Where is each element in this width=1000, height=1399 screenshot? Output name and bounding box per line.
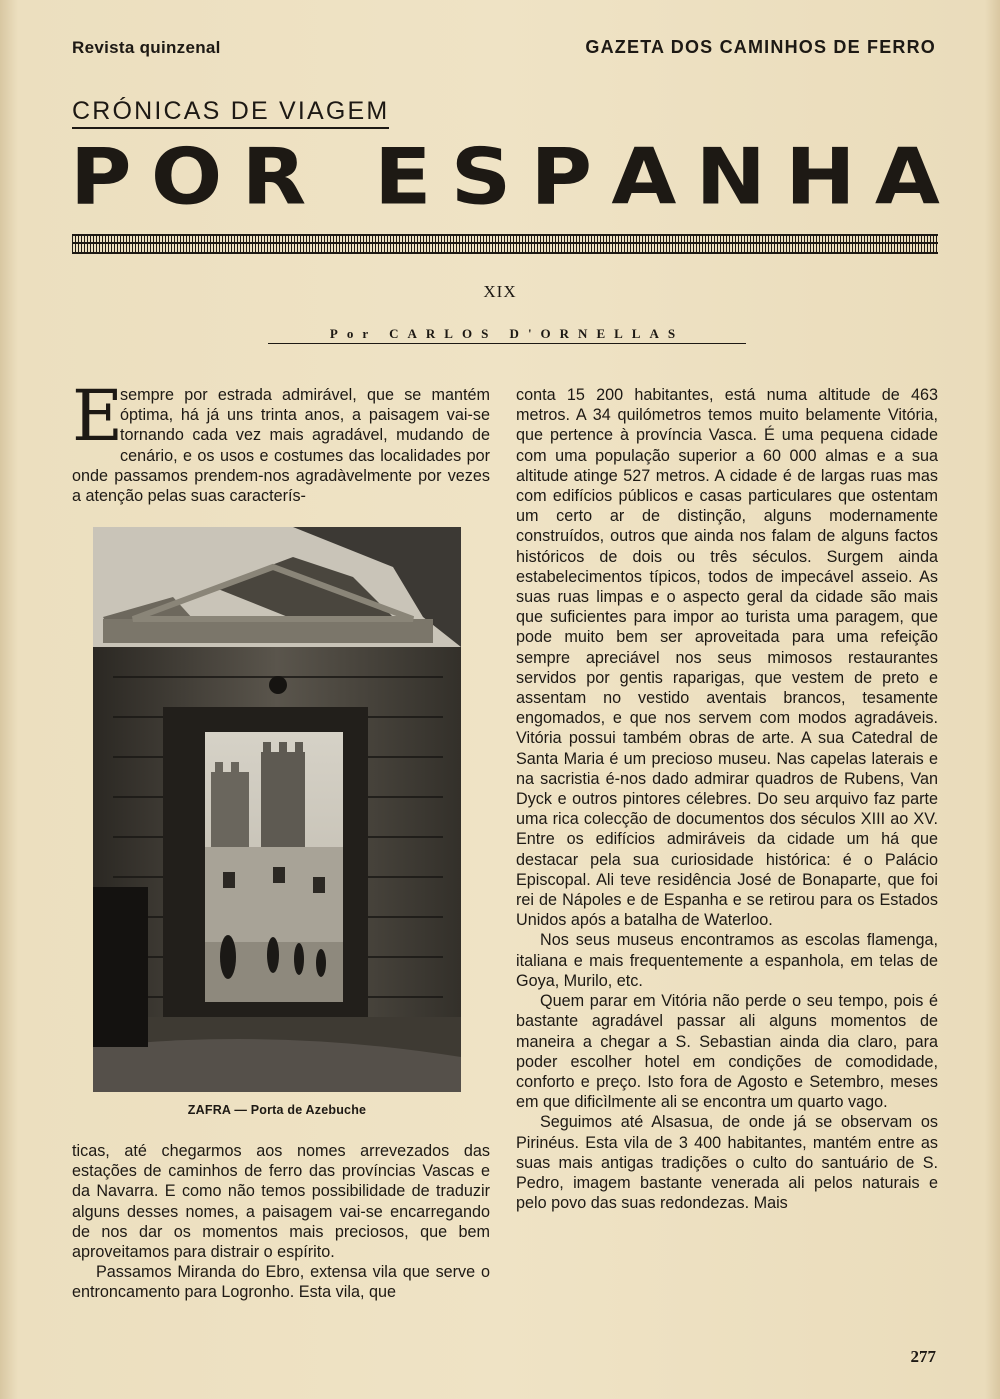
title-letter: R (241, 131, 307, 223)
title-letter (326, 136, 355, 219)
left-paragraph-2: Passamos Miranda do Ebro, extensa vila que serve o entroncamento para Logronho. Esta vila, que (72, 1263, 490, 1302)
title-letter: S (450, 131, 512, 223)
right-paragraph-4: Seguimos até Alsasua, de onde já se observam os Pirinéus. Esta vila de 3 400 habitantes, mantém entre as suas mais antigas tradições o culto do santuário de S. Pedro, imagem bastante venerada ali pelos naturais e pelo povo das suas redondezas. Mais (516, 1113, 938, 1213)
header-magazine-title: GAZETA DOS CAMINHOS DE FERRO (585, 37, 936, 57)
right-column (516, 385, 938, 1213)
page-number: 277 (910, 1347, 936, 1366)
intro-paragraph: sempre por estrada admirável, que se mantém óptima, há já uns trinta anos, a paisagem vai-se tornando cada vez mais agradável, mudando de cenário, e os usos e costumes das localidades por onde passamos prendem-nos agradàvelmente por vezes a atenção pelas suas caracterís- (72, 386, 490, 506)
title-letter: O (150, 131, 223, 223)
left-column-bottom (72, 1141, 490, 1303)
photo-caption: ZAFRA — Porta de Azebuche (187, 1103, 367, 1117)
continuation-paragraph: ticas, até chegarmos aos nomes arrevezados das estações de caminhos de ferro das províncias Vascas e da Navarra. E como não temos possibilidade de traduzir alguns desses nomes, a paisagem vai-se encarregando de nos dar os momentos mais preciosos, que bem aproveitamos para distrair o espírito. (72, 1142, 490, 1262)
section-kicker: CRÓNICAS DE VIAGEM (72, 96, 389, 129)
title-letter: N (695, 131, 766, 223)
title-letter: A (611, 131, 677, 223)
chapter-number: XIX (483, 282, 517, 301)
title-letter: H (785, 131, 856, 223)
decorative-rule (72, 234, 938, 254)
right-paragraph-2: Nos seus museus encontramos as escolas flamenga, italiana e mais frequentemente a espanhola, em telas de Goya, Murilo, etc. (516, 931, 938, 990)
title-letter: E (374, 131, 432, 223)
right-paragraph-1: conta 15 200 habitantes, está numa altitude de 463 metros. A 34 quilómetros temos muito belamente Vitória, que pertence à província Vasca. É uma pequena cidade com uma população superior a 60 000 almas e a sua altitude atinge 527 metros. A cidade é de largas ruas mas com edifícios públicos e casas particulares que ostentam um certo ar de distinção, alguns modernamente construídos, outros que ainda nos falam de alguns factos históricos de dois ou três séculos. Surgem ainda estabelecimentos típicos, todos de impecável asseio. As suas ruas limpas e o aspecto geral da cidade são mais que suficientes para impor ao turista uma paragem, que pode muito bem ser aproveitada para uma refeição sempre apreciável nos seus mimosos restaurantes servidos por gentis raparigas, que vestem de preto e assentam no vestido aventais brancos, tesamente engomados, e que nos servem com modos agradáveis. Vitória possui também obras de arte. A sua Catedral de Santa Maria é um precioso museu. Nas capelas laterais e na sacristia é-nos dado admirar quadros de Rubens, Van Dyck e outros pintores célebres. Do seu arquivo faz parte uma rica colecção de documentos dos séculos XIII ao XV. Entre os edifícios admiráveis da cidade um há que destacar pela sua curiosidade histórica: é o Palácio Episcopal. Ali teve residência José de Bonaparte, que foi rei de Nápoles e de Espanha e se retirou para os Estados Unidos após a batalha de Waterloo. (516, 386, 938, 930)
title-letter: P (70, 131, 132, 223)
photo-zafra-gate (93, 527, 461, 1092)
author-byline: Por CARLOS D'ORNELLAS (268, 325, 746, 344)
article-title (70, 132, 940, 222)
title-letter: P (530, 131, 593, 223)
drop-cap: E (72, 375, 124, 457)
right-paragraph-3: Quem parar em Vitória não perde o seu tempo, pois é bastante agradável passar ali alguns momentos de maneira a chegar a S. Sebastian ainda dia claro, para poder escolher hotel em condições de comodidade, conforto e preço. Isto fora de Agosto e Setembro, meses em que dificìlmente ali se encontra um quarto vago. (516, 992, 938, 1112)
title-letter: A (874, 131, 940, 223)
left-column-top (72, 375, 490, 506)
gate-photo-illustration (93, 527, 461, 1092)
header-publication-frequency: Revista quinzenal (72, 38, 221, 57)
